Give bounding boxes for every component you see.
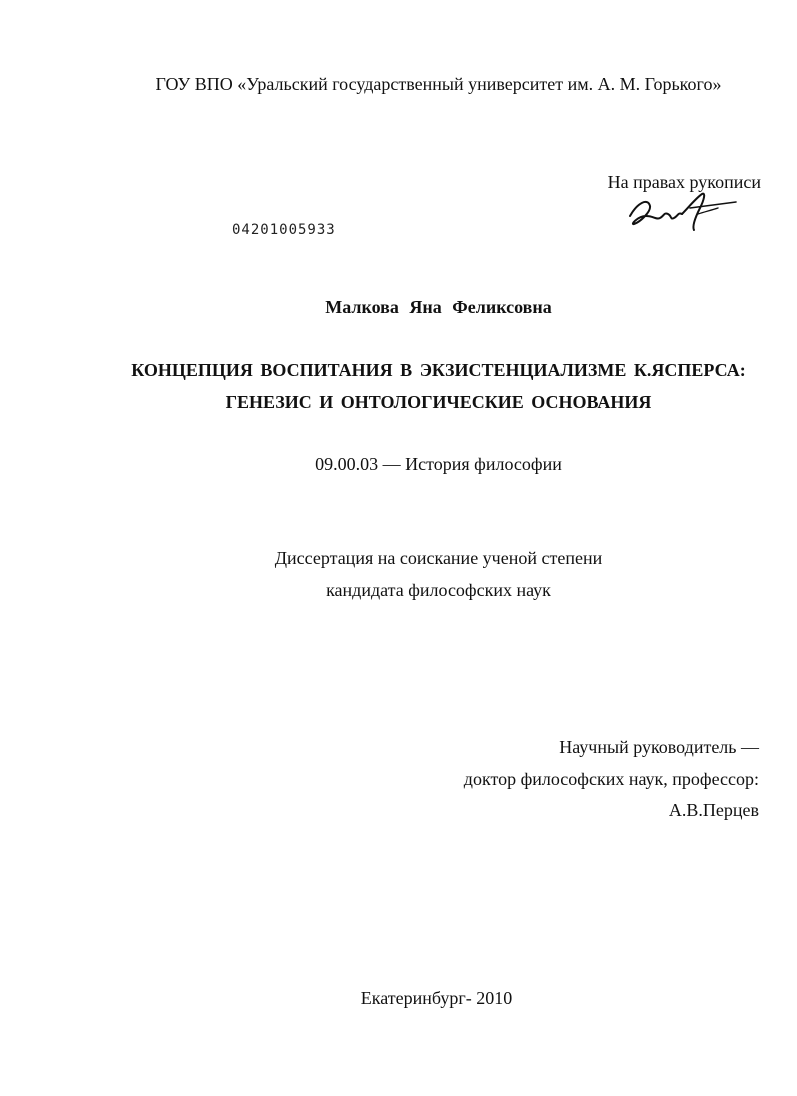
author-name: Малкова Яна Феликсовна — [325, 297, 552, 317]
degree-line-2: кандидата философских наук — [326, 580, 551, 600]
city-year: Екатеринбург- 2010 — [360, 988, 513, 1008]
degree-line-1: Диссертация на соискание ученой степени — [274, 548, 603, 568]
document-code: 04201005933 — [232, 222, 336, 238]
dissertation-title-line-1: КОНЦЕПЦИЯ ВОСПИТАНИЯ В ЭКЗИСТЕНЦИАЛИЗМЕ К.ЯСПЕРСА: — [131, 360, 746, 380]
advisor-role: Научный руководитель — — [559, 737, 759, 757]
advisor-name: А.В.Перцев — [668, 800, 759, 820]
specialty-code: 09.00.03 — История философии — [315, 454, 562, 474]
signature-icon — [620, 188, 740, 236]
advisor-degree: доктор философских наук, профессор: — [463, 769, 759, 789]
university-name: ГОУ ВПО «Уральский государственный университет им. А. М. Горького» — [155, 74, 722, 94]
manuscript-label: На правах рукописи — [607, 172, 761, 192]
dissertation-title-line-2: ГЕНЕЗИС И ОНТОЛОГИЧЕСКИЕ ОСНОВАНИЯ — [225, 392, 652, 412]
